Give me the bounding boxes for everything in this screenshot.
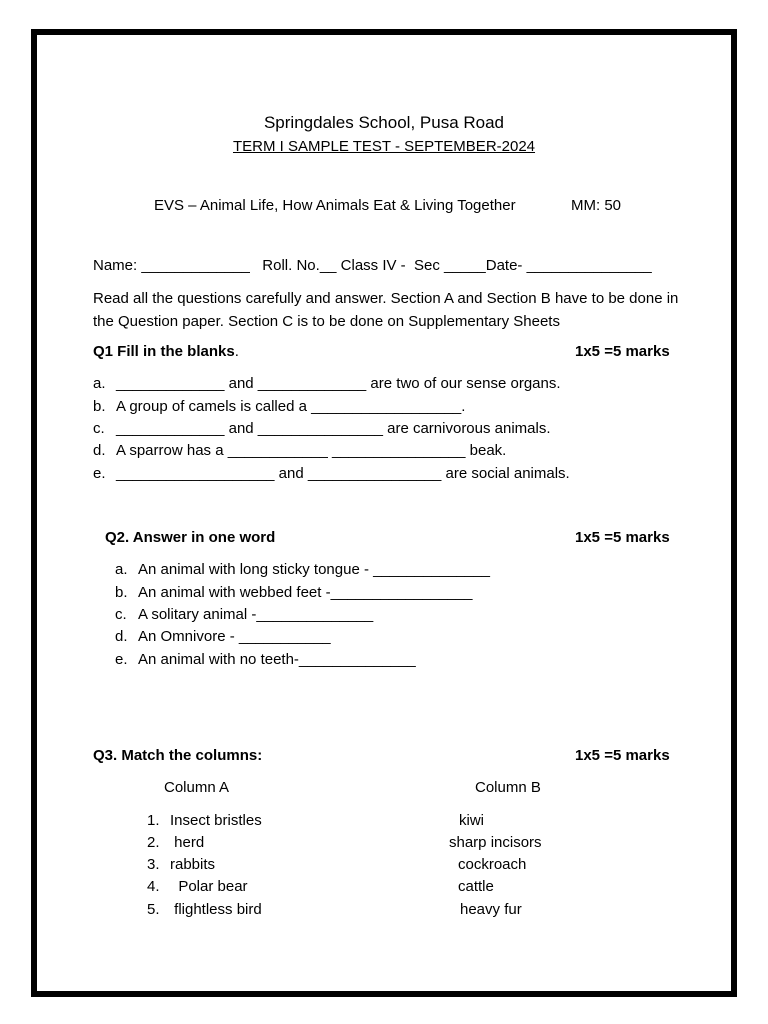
- table-row: [147, 811, 262, 831]
- item-text: A group of camels is called a __________________.: [116, 398, 466, 415]
- column-a-cell: Insect bristles: [170, 812, 262, 829]
- list-item: [115, 605, 374, 625]
- test-title: TERM I SAMPLE TEST - SEPTEMBER-2024: [232, 138, 536, 155]
- item-label: d.: [115, 628, 128, 645]
- item-text: An animal with long sticky tongue - ______________: [138, 561, 490, 578]
- item-text: A solitary animal -______________: [138, 606, 374, 623]
- column-b-cell: kiwi: [459, 812, 484, 829]
- item-label: b.: [93, 398, 106, 415]
- table-row: [147, 900, 262, 920]
- list-item: [115, 583, 473, 603]
- q2-title: Q2. Answer in one word: [105, 529, 276, 546]
- column-b-header: Column B: [475, 779, 541, 796]
- item-text: A sparrow has a ____________ ________________ beak.: [116, 442, 507, 459]
- list-item: [93, 374, 561, 394]
- q1-heading: [93, 342, 239, 362]
- item-text: _____________ and _______________ are carnivorous animals.: [116, 420, 551, 437]
- list-item: [115, 627, 331, 647]
- column-b-cell: heavy fur: [460, 901, 522, 918]
- q1-title-suffix: .: [234, 343, 239, 360]
- column-b-cell: sharp incisors: [449, 834, 542, 851]
- item-text: An animal with webbed feet -_________________: [138, 584, 473, 601]
- item-label: a.: [115, 561, 128, 578]
- item-label: e.: [115, 651, 128, 668]
- item-label: a.: [93, 375, 106, 392]
- row-number: 4.: [147, 878, 160, 895]
- max-marks: MM: 50: [571, 197, 622, 214]
- item-text: ___________________ and ________________ are social animals.: [116, 465, 570, 482]
- item-text: _____________ and _____________ are two of our sense organs.: [116, 375, 561, 392]
- item-label: b.: [115, 584, 128, 601]
- q1-title: Q1 Fill in the blanks: [93, 343, 235, 360]
- student-info-line: Name: _____________ Roll. No.__ Class IV - Sec _____Date- _______________: [93, 257, 652, 274]
- list-item: [93, 441, 507, 461]
- list-item: [93, 397, 466, 417]
- list-item: [115, 560, 490, 580]
- list-item: [115, 650, 416, 670]
- column-b-cell: cattle: [458, 878, 494, 895]
- q2-marks: 1x5 =5 marks: [575, 529, 670, 546]
- column-a-cell: rabbits: [170, 856, 216, 873]
- page-border: [31, 29, 737, 997]
- school-name: Springdales School, Pusa Road: [263, 113, 505, 132]
- column-a-header: Column A: [164, 779, 230, 796]
- table-row: [147, 855, 216, 875]
- row-number: 1.: [147, 812, 160, 829]
- item-label: d.: [93, 442, 106, 459]
- item-text: An animal with no teeth-______________: [138, 651, 416, 668]
- row-number: 2.: [147, 834, 160, 851]
- instructions: Read all the questions carefully and answer. Section A and Section B have to be done in the Question paper. Section C is to be done on Supplementary Sheets: [93, 290, 679, 330]
- column-a-cell: flightless bird: [170, 901, 262, 918]
- subject-line: EVS – Animal Life, How Animals Eat & Living Together: [154, 197, 516, 214]
- item-label: e.: [93, 465, 106, 482]
- row-number: 5.: [147, 901, 160, 918]
- item-text: An Omnivore - ___________: [138, 628, 331, 645]
- q3-title: Q3. Match the columns:: [93, 747, 263, 764]
- table-row: [147, 833, 205, 853]
- row-number: 3.: [147, 856, 160, 873]
- column-b-cell: cockroach: [458, 856, 527, 873]
- column-a-cell: herd: [170, 834, 205, 851]
- q3-marks: 1x5 =5 marks: [575, 747, 670, 764]
- list-item: [93, 464, 570, 484]
- column-a-cell: Polar bear: [170, 878, 248, 895]
- q1-marks: 1x5 =5 marks: [575, 343, 670, 360]
- table-row: [147, 877, 248, 897]
- item-label: c.: [115, 606, 127, 623]
- item-label: c.: [93, 420, 105, 437]
- list-item: [93, 419, 551, 439]
